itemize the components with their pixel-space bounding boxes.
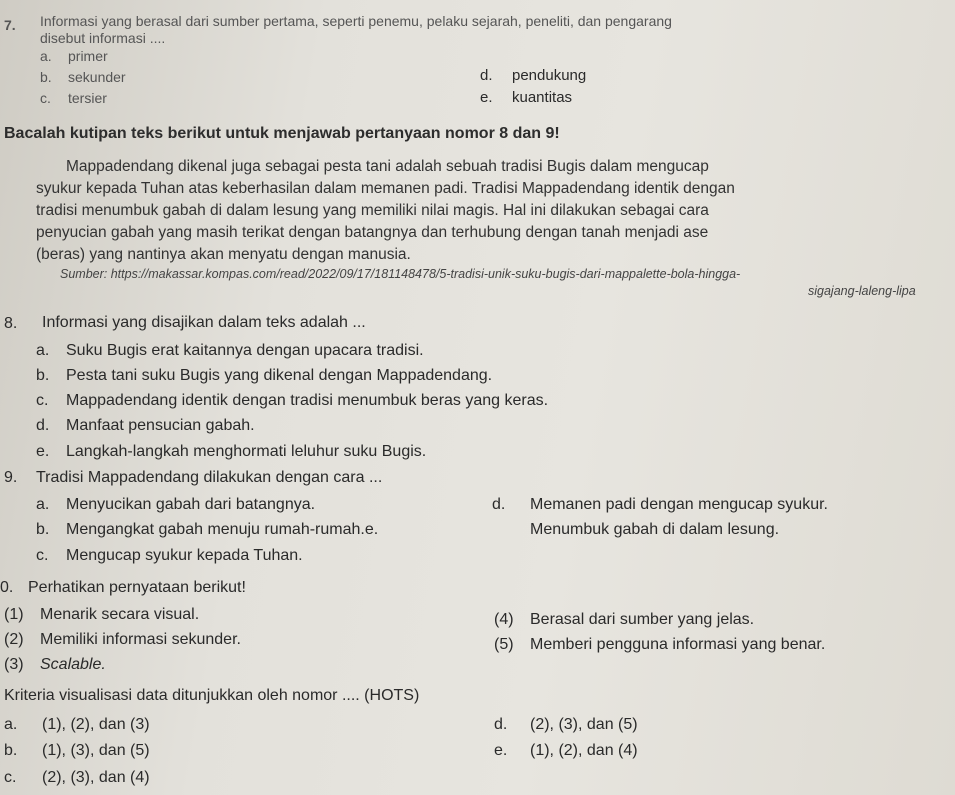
q7-number: 7. bbox=[4, 17, 16, 33]
passage-line-1: Mappadendang dikenal juga sebagai pesta tani adalah sebuah tradisi Bugis dalam mengucap bbox=[66, 158, 709, 175]
q10-number: 0. bbox=[0, 579, 14, 596]
q10-option-e: (1), (2), dan (4) bbox=[530, 742, 638, 759]
q10-stem: Perhatikan pernyataan berikut! bbox=[28, 579, 246, 596]
q8-option-b-letter: b. bbox=[36, 367, 50, 384]
q10-statement-5: Memberi pengguna informasi yang benar. bbox=[530, 636, 826, 653]
q10-statement-3: Scalable. bbox=[40, 656, 106, 673]
passage-line-2: syukur kepada Tuhan atas keberhasilan dalam memanen padi. Tradisi Mappadendang identik dengan bbox=[36, 180, 735, 197]
passage-line-4: penyucian gabah yang masih terikat dengan batangnya dan terhubung dengan tanah menjadi ase bbox=[36, 224, 709, 241]
q10-statement-4-num: (4) bbox=[494, 611, 514, 628]
q10-option-b: (1), (3), dan (5) bbox=[42, 742, 150, 759]
q8-stem: Informasi yang disajikan dalam teks adalah ... bbox=[42, 314, 366, 331]
q10-question: Kriteria visualisasi data ditunjukkan oleh nomor .... (HOTS) bbox=[4, 687, 420, 704]
passage-instruction: Bacalah kutipan teks berikut untuk menjawab pertanyaan nomor 8 dan 9! bbox=[4, 125, 560, 142]
q9-option-d-letter: d. bbox=[492, 496, 506, 513]
q10-statement-4: Berasal dari sumber yang jelas. bbox=[530, 611, 755, 628]
q7-option-b: sekunder bbox=[68, 69, 126, 85]
q7-option-a-letter: a. bbox=[40, 48, 52, 64]
q10-statement-1: Menarik secara visual. bbox=[40, 606, 200, 623]
q8-option-e-letter: e. bbox=[36, 443, 50, 460]
q9-option-b: Mengangkat gabah menuju rumah-rumah.e. bbox=[66, 521, 379, 538]
q8-number: 8. bbox=[4, 315, 18, 332]
q7-option-d-letter: d. bbox=[480, 67, 493, 84]
q7-stem-line2: disebut informasi .... bbox=[40, 30, 166, 46]
passage-source-line1: Sumber: https://makassar.kompas.com/read/2022/09/17/181148478/5-tradisi-unik-suku-bugis-dari-mappalette-bola-hingga- bbox=[60, 267, 741, 281]
q10-option-c-letter: c. bbox=[4, 769, 17, 786]
q8-option-d: Manfaat pensucian gabah. bbox=[66, 417, 255, 434]
q10-statement-2-num: (2) bbox=[4, 631, 24, 648]
passage-line-5: (beras) yang nantinya akan menyatu dengan manusia. bbox=[36, 246, 411, 263]
q7-option-d: pendukung bbox=[512, 67, 587, 84]
q10-option-d: (2), (3), dan (5) bbox=[530, 716, 638, 733]
q8-option-e: Langkah-langkah menghormati leluhur suku Bugis. bbox=[66, 443, 427, 460]
q8-option-a: Suku Bugis erat kaitannya dengan upacara tradisi. bbox=[66, 342, 424, 359]
q9-option-c: Mengucap syukur kepada Tuhan. bbox=[66, 547, 303, 564]
q8-option-a-letter: a. bbox=[36, 342, 50, 359]
q9-option-c-letter: c. bbox=[36, 547, 49, 564]
q7-option-c: tersier bbox=[68, 90, 107, 106]
q7-option-c-letter: c. bbox=[40, 90, 51, 106]
q9-option-b-letter: b. bbox=[36, 521, 50, 538]
q7-option-e: kuantitas bbox=[512, 89, 573, 106]
passage-line-3: tradisi menumbuk gabah di dalam lesung yang memiliki nilai magis. Hal ini dilakukan sebagai cara bbox=[36, 202, 709, 219]
q10-statement-5-num: (5) bbox=[494, 636, 514, 653]
q7-stem-line1: Informasi yang berasal dari sumber pertama, seperti penemu, pelaku sejarah, peneliti, dan pengarang bbox=[40, 13, 672, 29]
q10-option-a: (1), (2), dan (3) bbox=[42, 716, 150, 733]
passage-source-line2: sigajang-laleng-lipa bbox=[808, 284, 916, 298]
q7-option-a: primer bbox=[68, 48, 108, 64]
q10-statement-1-num: (1) bbox=[4, 606, 24, 623]
q7-option-b-letter: b. bbox=[40, 69, 52, 85]
q8-option-c-letter: c. bbox=[36, 392, 49, 409]
q8-option-b: Pesta tani suku Bugis yang dikenal dengan Mappadendang. bbox=[66, 367, 493, 384]
q9-stem: Tradisi Mappadendang dilakukan dengan cara ... bbox=[36, 469, 383, 486]
q9-option-e: Menumbuk gabah di dalam lesung. bbox=[530, 521, 780, 538]
q8-option-d-letter: d. bbox=[36, 417, 50, 434]
q10-statement-2: Memiliki informasi sekunder. bbox=[40, 631, 241, 648]
q9-number: 9. bbox=[4, 469, 18, 486]
q9-option-a-letter: a. bbox=[36, 496, 50, 513]
q10-option-a-letter: a. bbox=[4, 716, 18, 733]
q10-option-c: (2), (3), dan (4) bbox=[42, 769, 150, 786]
q10-option-d-letter: d. bbox=[494, 716, 508, 733]
q10-statement-3-num: (3) bbox=[4, 656, 24, 673]
q9-option-d: Memanen padi dengan mengucap syukur. bbox=[530, 496, 828, 513]
q9-option-a: Menyucikan gabah dari batangnya. bbox=[66, 496, 316, 513]
q10-option-b-letter: b. bbox=[4, 742, 18, 759]
q7-option-e-letter: e. bbox=[480, 89, 493, 106]
q10-option-e-letter: e. bbox=[494, 742, 508, 759]
q8-option-c: Mappadendang identik dengan tradisi menumbuk beras yang keras. bbox=[66, 392, 549, 409]
